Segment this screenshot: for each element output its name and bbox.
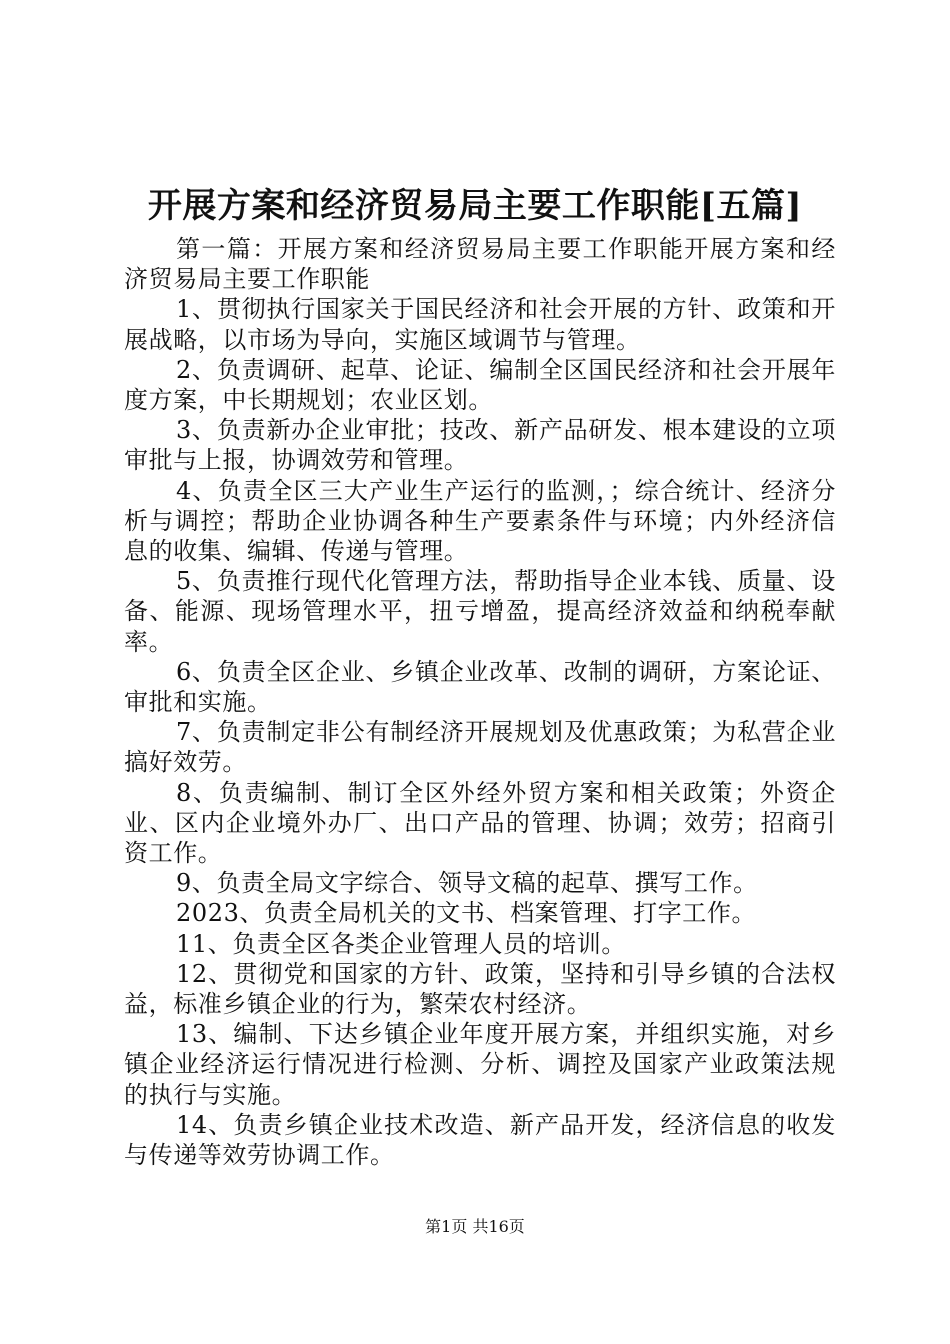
paragraph-item-13: 13、编制、下达乡镇企业年度开展方案，并组织实施，对乡镇企业经济运行情况进行检测、分析、调控及国家产业政策法规的执行与实施。 bbox=[124, 1020, 836, 1109]
paragraph-item-6: 6、负责全区企业、乡镇企业改革、改制的调研，方案论证、审批和实施。 bbox=[124, 657, 836, 717]
paragraph-item-1: 1、贯彻执行国家关于国民经济和社会开展的方针、政策和开展战略，以市场为导向，实施区域调节与管理。 bbox=[124, 295, 836, 354]
paragraph-item-5: 5、负责推行现代化管理方法，帮助指导企业本钱、质量、设备、能源、现场管理水平，扭亏增盈，提高经济效益和纳税奉献率。 bbox=[124, 567, 836, 656]
paragraph-intro: 第一篇：开展方案和经济贸易局主要工作职能开展方案和经济贸易局主要工作职能 bbox=[124, 235, 836, 294]
page-number-footer: 第1页 共16页 bbox=[425, 1217, 525, 1236]
paragraph-item-12: 12、贯彻党和国家的方针、政策，坚持和引导乡镇的合法权益，标准乡镇企业的行为，繁荣农村经济。 bbox=[124, 959, 836, 1019]
paragraph-item-9: 9、负责全局文字综合、领导文稿的起草、撰写工作。 bbox=[176, 869, 758, 898]
paragraph-item-2: 2、负责调研、起草、论证、编制全区国民经济和社会开展年度方案，中长期规划；农业区划。 bbox=[124, 355, 836, 415]
paragraph-item-4: 4、负责全区三大产业生产运行的监测，；综合统计、经济分析与调控；帮助企业协调各种生产要素条件与环境；内外经济信息的收集、编辑、传递与管理。 bbox=[124, 476, 836, 566]
document-body bbox=[124, 234, 836, 1170]
paragraph-item-14: 14、负责乡镇企业技术改造、新产品开发，经济信息的收发与传递等效劳协调工作。 bbox=[124, 1110, 836, 1170]
document-title: 开展方案和经济贸易局主要工作职能[五篇] bbox=[147, 186, 803, 226]
paragraph-item-10: 2023、负责全局机关的文书、档案管理、打字工作。 bbox=[176, 899, 757, 928]
paragraph-item-11: 11、负责全区各类企业管理人员的培训。 bbox=[176, 929, 626, 958]
paragraph-item-7: 7、负责制定非公有制经济开展规划及优惠政策；为私营企业搞好效劳。 bbox=[124, 718, 836, 777]
paragraph-item-3: 3、负责新办企业审批；技改、新产品研发、根本建设的立项审批与上报，协调效劳和管理。 bbox=[124, 416, 836, 475]
paragraph-item-8: 8、负责编制、制订全区外经外贸方案和相关政策；外资企业、区内企业境外办厂、出口产品的管理、协调；效劳；招商引资工作。 bbox=[124, 778, 836, 868]
